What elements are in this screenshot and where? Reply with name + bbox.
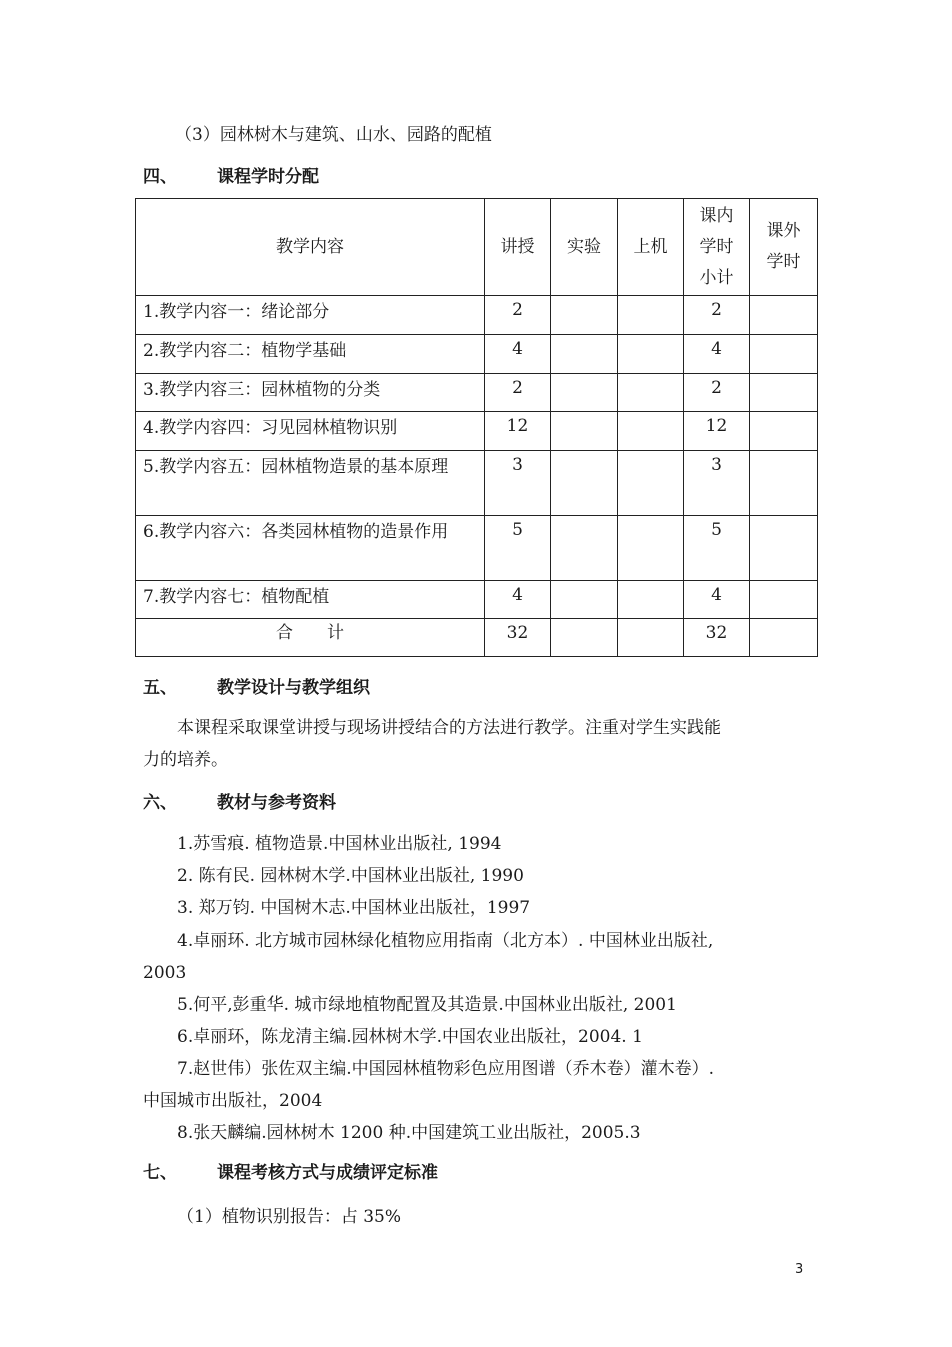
paragraph-line: 力的培养。: [143, 750, 228, 770]
table-header: [684, 199, 750, 296]
reference-item: 2003: [143, 963, 187, 983]
section-heading: [143, 792, 336, 814]
table-cell: 1.教学内容一：绪论部分: [136, 296, 485, 335]
table-cell: 32: [684, 619, 750, 657]
table-cell: [551, 335, 618, 374]
header-line: 课外: [766, 221, 801, 241]
table-cell: 4: [684, 335, 750, 374]
table-cell: [551, 412, 618, 451]
section-heading: [143, 677, 370, 699]
reference-item: 4.卓丽环. 北方城市园林绿化植物应用指南（北方本）. 中国林业出版社,: [177, 931, 714, 951]
table-header-row: [136, 199, 818, 296]
section-title: 教材与参考资料: [217, 793, 336, 813]
header-line: 课内: [699, 205, 734, 226]
table-cell: 2.教学内容二：植物学基础: [136, 335, 485, 374]
table-cell: [750, 296, 818, 335]
table-cell: [551, 619, 618, 657]
table-cell: 4: [485, 335, 551, 374]
reference-item: 3. 郑万钧. 中国树木志.中国林业出版社，1997: [177, 898, 531, 918]
table-cell: [551, 581, 618, 619]
table-cell: 4: [485, 581, 551, 619]
table-cell: [750, 451, 818, 516]
table-header: 上机: [618, 199, 684, 296]
table-cell: 12: [684, 412, 750, 451]
table-cell: [551, 374, 618, 412]
reference-item: 1.苏雪痕. 植物造景.中国林业出版社, 1994: [177, 834, 502, 854]
table-cell: [750, 335, 818, 374]
table-cell: 合 计: [136, 619, 485, 657]
reference-item: 2. 陈有民. 园林树木学.中国林业出版社, 1990: [177, 866, 524, 886]
reference-item: 6.卓丽环，陈龙清主编.园林树木学.中国农业出版社，2004. 1: [177, 1027, 643, 1047]
section-title: 课程学时分配: [217, 167, 319, 187]
table-cell: 2: [485, 374, 551, 412]
table-cell: [618, 296, 684, 335]
table-header: 讲授: [485, 199, 551, 296]
table-cell: 3.教学内容三：园林植物的分类: [136, 374, 485, 412]
table-cell: 5: [684, 516, 750, 581]
section-title: 课程考核方式与成绩评定标准: [217, 1163, 438, 1183]
section-number: 四、: [143, 167, 177, 187]
table-cell: [551, 516, 618, 581]
table-row: [136, 374, 818, 412]
table-total-row: [136, 619, 818, 657]
reference-item: 5.何平,彭重华. 城市绿地植物配置及其造景.中国林业出版社, 2001: [177, 995, 677, 1015]
table-cell: [750, 374, 818, 412]
table-cell: [618, 516, 684, 581]
page-number: 3: [795, 1262, 804, 1277]
header-line: 学时: [766, 252, 801, 272]
table-cell: 4: [684, 581, 750, 619]
table-cell: 5.教学内容五：园林植物造景的基本原理: [136, 451, 485, 516]
table-cell: [618, 412, 684, 451]
list-item: （1）植物识别报告：占 35%: [177, 1207, 402, 1227]
reference-item: 中国城市出版社，2004: [143, 1091, 323, 1111]
table-cell: [618, 374, 684, 412]
table-row: [136, 412, 818, 451]
table-row: [136, 516, 818, 581]
reference-item: 7.赵世伟）张佐双主编.中国园林植物彩色应用图谱（乔木卷）灌木卷）.: [177, 1059, 715, 1079]
table-cell: [750, 412, 818, 451]
section-heading: [143, 1162, 438, 1184]
table-header: 教学内容: [136, 199, 485, 296]
table-cell: 2: [684, 374, 750, 412]
table-row: [136, 581, 818, 619]
table-cell: 7.教学内容七：植物配植: [136, 581, 485, 619]
table-cell: 5: [485, 516, 551, 581]
hours-table: [135, 198, 818, 657]
table-cell: [750, 619, 818, 657]
table-cell: [551, 296, 618, 335]
table-cell: 12: [485, 412, 551, 451]
table-cell: [618, 619, 684, 657]
table-cell: 32: [485, 619, 551, 657]
section-number: 七、: [143, 1163, 177, 1183]
table-cell: 3: [485, 451, 551, 516]
table-cell: [618, 581, 684, 619]
table-cell: 4.教学内容四：习见园林植物识别: [136, 412, 485, 451]
section-number: 六、: [143, 793, 177, 813]
table-header: 实验: [551, 199, 618, 296]
list-item: （3）园林树木与建筑、山水、园路的配植: [175, 125, 492, 145]
header-line: 小计: [699, 267, 734, 288]
section-title: 教学设计与教学组织: [217, 678, 370, 698]
reference-item: 8.张天麟编.园林树木 1200 种.中国建筑工业出版社，2005.3: [177, 1123, 641, 1143]
table-row: [136, 335, 818, 374]
table-cell: 2: [684, 296, 750, 335]
table-cell: [618, 451, 684, 516]
table-row: [136, 296, 818, 335]
section-heading: [143, 166, 319, 188]
section-number: 五、: [143, 678, 177, 698]
paragraph-line: 本课程采取课堂讲授与现场讲授结合的方法进行教学。注重对学生实践能: [177, 718, 721, 738]
table-cell: 2: [485, 296, 551, 335]
table-cell: 3: [684, 451, 750, 516]
table-row: [136, 451, 818, 516]
table-cell: [551, 451, 618, 516]
table-header: [750, 199, 818, 296]
table-cell: [750, 516, 818, 581]
table-cell: [618, 335, 684, 374]
table-cell: 6.教学内容六：各类园林植物的造景作用: [136, 516, 485, 581]
header-line: 学时: [699, 236, 734, 257]
table-cell: [750, 581, 818, 619]
